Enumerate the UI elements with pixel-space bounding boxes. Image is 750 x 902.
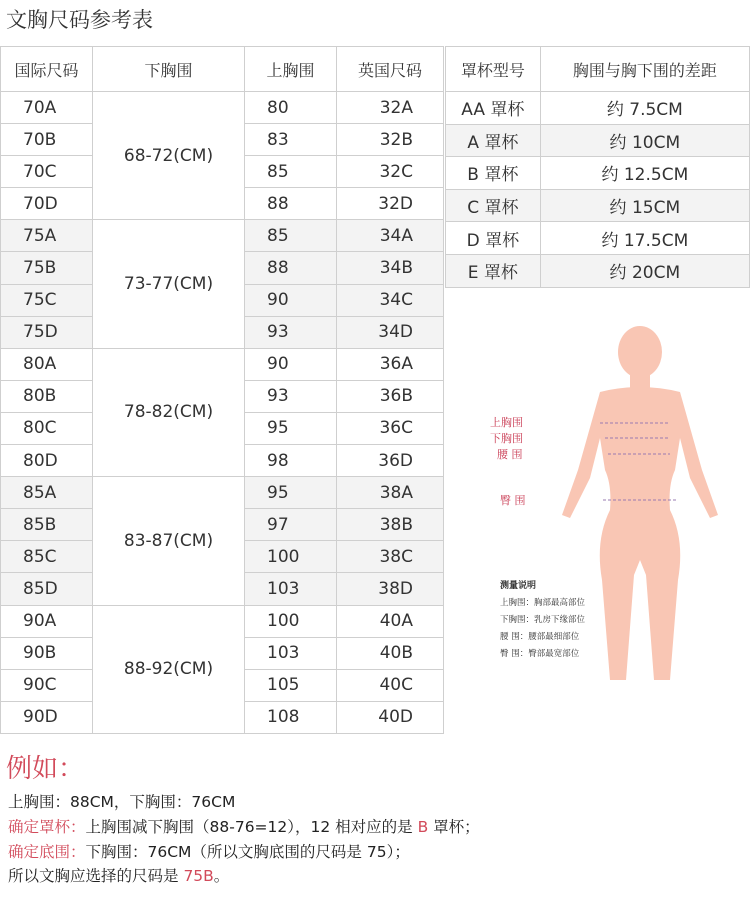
cup-label: 确定罩杯： — [8, 818, 86, 836]
header-uk-size: 英国尺码 — [337, 47, 444, 92]
intl-size-cell: 90C — [1, 669, 93, 701]
uk-size-cell: 38B — [337, 509, 444, 541]
table-row — [1, 605, 444, 637]
cup-end: 罩杯； — [428, 818, 480, 836]
cup-diff-cell: 约 10CM — [540, 124, 749, 157]
uk-size-cell: 40B — [337, 637, 444, 669]
intl-size-cell: 75A — [1, 220, 93, 252]
upper-bust-cell: 98 — [245, 445, 337, 477]
uk-size-cell: 38A — [337, 477, 444, 509]
uk-size-cell: 38D — [337, 573, 444, 605]
cup-row — [446, 124, 750, 157]
cup-text: 上胸围减下胸围（88-76=12），12 相对应的是 — [85, 818, 418, 836]
upper-bust-cell: 88 — [245, 188, 337, 220]
intl-size-cell: 80C — [1, 412, 93, 444]
uk-size-cell: 34C — [337, 284, 444, 316]
header-cup-type: 罩杯型号 — [446, 47, 541, 92]
uk-size-cell: 40D — [337, 701, 444, 733]
uk-size-cell: 40C — [337, 669, 444, 701]
cup-row — [446, 92, 750, 125]
cup-table-body — [446, 92, 750, 288]
uk-size-cell: 34A — [337, 220, 444, 252]
uk-size-cell: 36C — [337, 412, 444, 444]
upper-bust-cell: 97 — [245, 509, 337, 541]
cup-highlight: B — [417, 818, 429, 836]
upper-bust-cell: 90 — [245, 284, 337, 316]
upper-bust-cell: 108 — [245, 701, 337, 733]
label-hip: 臀 围 — [500, 494, 526, 507]
uk-size-cell: 34B — [337, 252, 444, 284]
upper-bust-cell: 95 — [245, 412, 337, 444]
legend-item: 上胸围：胸部最高部位 — [500, 598, 586, 608]
header-under-bust: 下胸围 — [93, 47, 245, 92]
body-silhouette — [562, 326, 718, 680]
cup-diff-cell: 约 17.5CM — [540, 222, 749, 255]
uk-size-cell: 32C — [337, 156, 444, 188]
cup-table — [445, 46, 750, 288]
example-line-1: 上胸围：88CM，下胸围：76CM — [8, 793, 236, 811]
upper-bust-cell: 85 — [245, 220, 337, 252]
label-waist: 腰 围 — [497, 448, 523, 461]
table-row — [1, 220, 444, 252]
upper-bust-cell: 103 — [245, 637, 337, 669]
intl-size-cell: 90B — [1, 637, 93, 669]
result-text: 所以文胸应选择的尺码是 — [8, 867, 184, 885]
legend-item: 臀 围：臀部最宽部位 — [500, 649, 580, 659]
header-intl-size: 国际尺码 — [1, 47, 93, 92]
upper-bust-cell: 88 — [245, 252, 337, 284]
intl-size-cell: 80B — [1, 380, 93, 412]
table-row — [1, 348, 444, 380]
cup-row — [446, 189, 750, 222]
cup-diff-cell: 约 12.5CM — [540, 157, 749, 190]
upper-bust-cell: 100 — [245, 605, 337, 637]
example-line-2 — [8, 815, 480, 837]
label-upper-bust: 上胸围 — [490, 416, 523, 429]
intl-size-cell: 75B — [1, 252, 93, 284]
size-table-body — [1, 92, 444, 734]
cup-row — [446, 222, 750, 255]
example-title: 例如： — [6, 754, 85, 784]
intl-size-cell: 80D — [1, 445, 93, 477]
upper-bust-cell: 85 — [245, 156, 337, 188]
intl-size-cell: 90D — [1, 701, 93, 733]
intl-size-cell: 85C — [1, 541, 93, 573]
legend-item: 腰 围：腰部最细部位 — [500, 632, 580, 642]
band-text: 下胸围：76CM（所以文胸底围的尺码是 75）； — [85, 843, 410, 861]
upper-bust-cell: 93 — [245, 316, 337, 348]
legend-title: 测量说明 — [500, 581, 537, 591]
cup-diff-cell: 约 20CM — [540, 254, 749, 287]
intl-size-cell: 85D — [1, 573, 93, 605]
cup-type-cell: E 罩杯 — [446, 254, 541, 287]
uk-size-cell: 40A — [337, 605, 444, 637]
upper-bust-cell: 93 — [245, 380, 337, 412]
result-end: 。 — [213, 867, 230, 885]
under-bust-cell: 68-72(CM) — [93, 92, 245, 220]
cup-table-header — [446, 47, 750, 92]
legend-item: 下胸围：乳房下缘部位 — [500, 615, 586, 625]
header-upper-bust: 上胸围 — [245, 47, 337, 92]
intl-size-cell: 85A — [1, 477, 93, 509]
cup-type-cell: D 罩杯 — [446, 222, 541, 255]
uk-size-cell: 32A — [337, 92, 444, 124]
cup-type-cell: B 罩杯 — [446, 157, 541, 190]
upper-bust-cell: 100 — [245, 541, 337, 573]
header-cup-diff: 胸围与胸下围的差距 — [540, 47, 749, 92]
size-table — [0, 46, 444, 734]
upper-bust-cell: 103 — [245, 573, 337, 605]
under-bust-cell: 78-82(CM) — [93, 348, 245, 476]
under-bust-cell: 83-87(CM) — [93, 477, 245, 605]
intl-size-cell: 70D — [1, 188, 93, 220]
size-table-header — [1, 47, 444, 92]
intl-size-cell: 70B — [1, 124, 93, 156]
measure-legend — [500, 578, 585, 663]
cup-type-cell: AA 罩杯 — [446, 92, 541, 125]
cup-type-cell: C 罩杯 — [446, 189, 541, 222]
uk-size-cell: 36B — [337, 380, 444, 412]
upper-bust-cell: 83 — [245, 124, 337, 156]
uk-size-cell: 34D — [337, 316, 444, 348]
intl-size-cell: 75D — [1, 316, 93, 348]
cup-diff-cell: 约 7.5CM — [540, 92, 749, 125]
upper-bust-cell: 95 — [245, 477, 337, 509]
intl-size-cell: 70C — [1, 156, 93, 188]
page-title: 文胸尺码参考表 — [6, 8, 153, 32]
example-line-4 — [8, 864, 229, 886]
label-under-bust: 下胸围 — [490, 432, 523, 445]
cup-diff-cell: 约 15CM — [540, 189, 749, 222]
uk-size-cell: 32B — [337, 124, 444, 156]
result-highlight: 75B — [183, 867, 214, 885]
upper-bust-cell: 90 — [245, 348, 337, 380]
uk-size-cell: 38C — [337, 541, 444, 573]
upper-bust-cell: 80 — [245, 92, 337, 124]
uk-size-cell: 32D — [337, 188, 444, 220]
cup-row — [446, 157, 750, 190]
intl-size-cell: 85B — [1, 509, 93, 541]
cup-row — [446, 254, 750, 287]
intl-size-cell: 75C — [1, 284, 93, 316]
cup-type-cell: A 罩杯 — [446, 124, 541, 157]
intl-size-cell: 80A — [1, 348, 93, 380]
uk-size-cell: 36A — [337, 348, 444, 380]
intl-size-cell: 90A — [1, 605, 93, 637]
upper-bust-cell: 105 — [245, 669, 337, 701]
under-bust-cell: 88-92(CM) — [93, 605, 245, 733]
table-row — [1, 477, 444, 509]
under-bust-cell: 73-77(CM) — [93, 220, 245, 348]
uk-size-cell: 36D — [337, 445, 444, 477]
intl-size-cell: 70A — [1, 92, 93, 124]
band-label: 确定底围： — [8, 843, 86, 861]
example-line-3 — [8, 840, 410, 862]
table-row — [1, 92, 444, 124]
